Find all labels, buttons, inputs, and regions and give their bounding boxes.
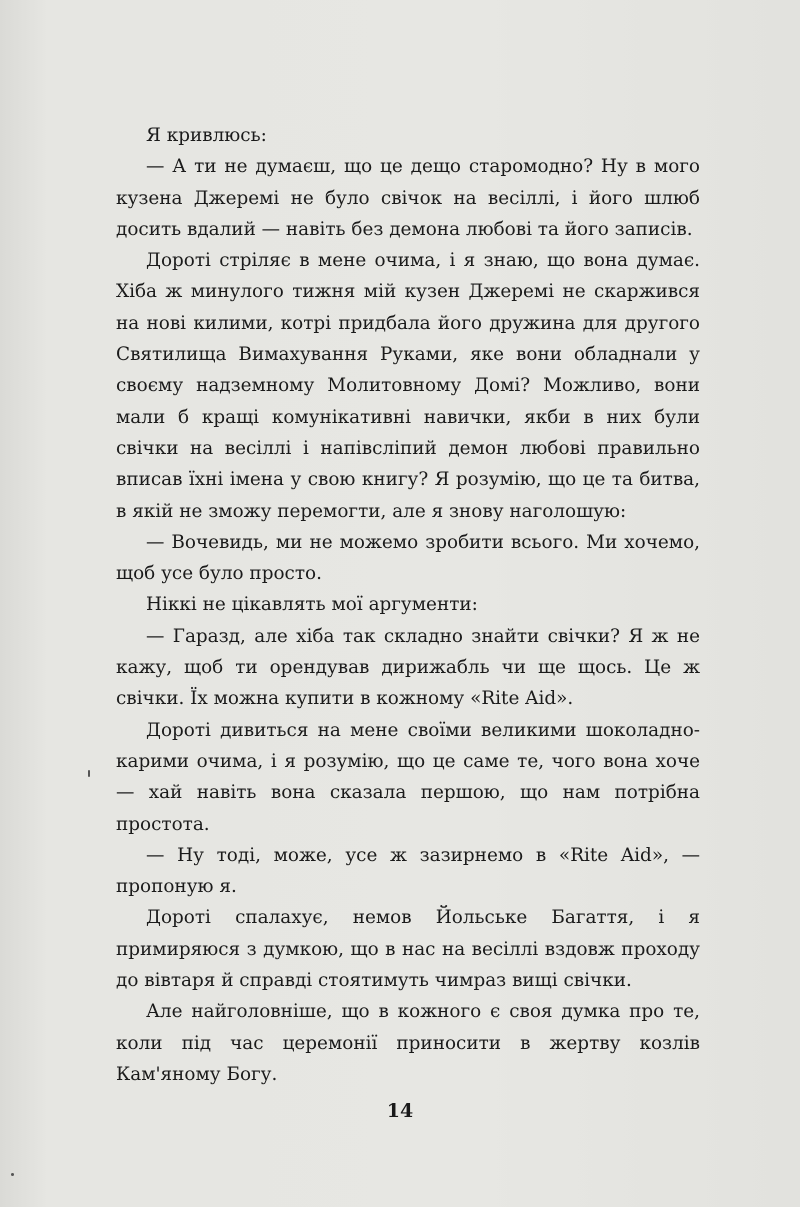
paragraph-1: Я кривлюсь: (146, 125, 267, 146)
paragraph-6: — Гаразд, але хіба так складно знайти свічки? Я ж не кажу, щоб ти орендував дирижабль чи ще щось. Це ж свічки. Їх можна купити в кожному «Rite Aid». (116, 625, 700, 710)
paragraph-10: Але найголовніше, що в кожного є своя думка про те, коли під час церемонії приносити в жертву козлів Кам'яному Богу. (116, 1001, 700, 1085)
paper-speck (11, 1173, 14, 1176)
paragraph-3: Дороті стріляє в мене очима, і я знаю, що вона думає. Хіба ж минулого тижня мій кузен Джеремі не скаржився на нові килими, котрі придбала його дружина для другого Святилища Вимахування Руками, яке вони обладнали у своєму надземному Молитовному Домі? Можливо, вони мали б кращі комунікативні навички, якби в них були свічки на весіллі і напівсліпий демон любові правильно вписав їхні імена у свою книгу? Я розумію, що це та битва, в якій не зможу перемогти, але я знову наголошую: (116, 250, 700, 522)
paper-speck (88, 770, 90, 777)
paragraph-8: — Ну тоді, може, усе ж зазирнемо в «Rite Aid», — пропоную я. (116, 844, 700, 898)
paragraph-9: Дороті спалахує, немов Йольське Багаття, і я примиряюся з думкою, що в нас на весіллі вздовж проходу до вівтаря й справді стоятимуть чимраз вищі свічки. (116, 907, 700, 992)
paragraph-5: Ніккі не цікавлять мої аргументи: (146, 594, 478, 616)
page-body-text (116, 120, 700, 1090)
paragraph-7: Дороті дивиться на мене своїми великими шоколадно-карими очима, і я розумію, що це саме те, чого вона хоче — хай навіть вона сказала першою, що нам потрібна простота. (116, 719, 700, 835)
paragraph-2: — А ти не думаєш, що це дещо старомодно? Ну в мого кузена Джеремі не було свічок на весіллі, і його шлюб досить вдалий — навіть без демона любові та його записів. (116, 156, 700, 240)
paragraph-4: — Вочевидь, ми не можемо зробити всього. Ми хочемо, щоб усе було просто. (116, 531, 700, 585)
page-number: 14 (386, 1100, 414, 1122)
